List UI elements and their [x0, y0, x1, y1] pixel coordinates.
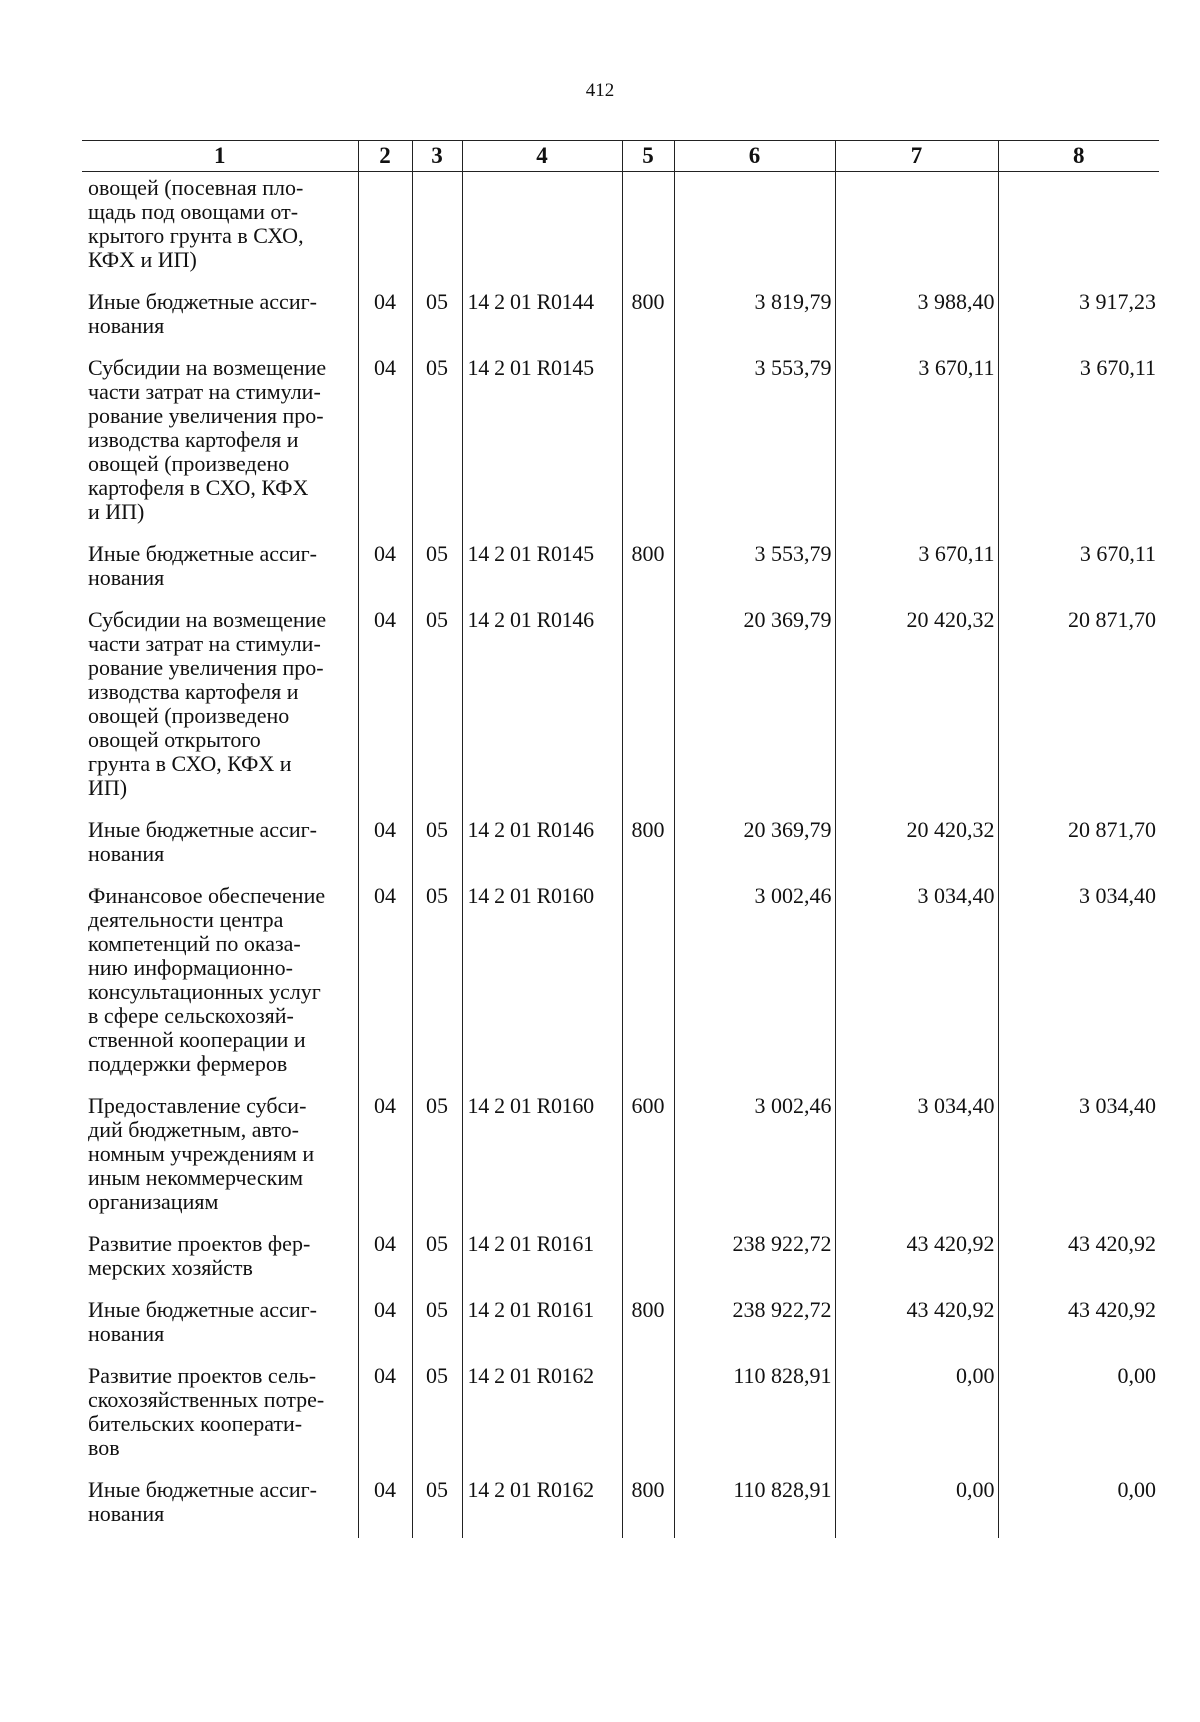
expense-type-cell [622, 172, 674, 283]
amount-col6-cell: 20 369,79 [674, 810, 835, 876]
amount-col6-cell: 238 922,72 [674, 1290, 835, 1356]
amount-col6-cell: 3 553,79 [674, 348, 835, 534]
section-code-cell: 04 [358, 810, 412, 876]
amount-col6-cell [674, 172, 835, 283]
amount-col8-cell: 0,00 [998, 1470, 1159, 1538]
row-name-cell: Предоставление субси- дий бюджетным, авто- номным учреждениям и иным некоммерческим организациям [88, 1093, 315, 1214]
subsection-code-cell: 05 [412, 810, 462, 876]
table-row [82, 1290, 1159, 1356]
section-code-cell: 04 [358, 348, 412, 534]
column-header: 4 [462, 141, 622, 172]
row-name-cell: Иные бюджетные ассиг- нования [88, 1477, 317, 1526]
target-article-cell: 14 2 01 R0145 [462, 534, 622, 600]
expense-type-cell: 600 [622, 1086, 674, 1224]
target-article-cell: 14 2 01 R0162 [462, 1470, 622, 1538]
subsection-code-cell: 05 [412, 1470, 462, 1538]
amount-col6-cell: 3 002,46 [674, 876, 835, 1086]
amount-col8-cell: 20 871,70 [998, 600, 1159, 810]
target-article-cell: 14 2 01 R0146 [462, 600, 622, 810]
table-row [82, 1086, 1159, 1224]
expense-type-cell [622, 600, 674, 810]
table-row [82, 600, 1159, 810]
subsection-code-cell: 05 [412, 600, 462, 810]
amount-col7-cell: 20 420,32 [835, 600, 998, 810]
row-name-cell: Финансовое обеспечение деятельности центра компетенций по оказа- нию информационно- консультационных услуг в сфере сельскохозяй- ственной кооперации и поддержки фермеров [88, 883, 326, 1076]
amount-col8-cell: 43 420,92 [998, 1290, 1159, 1356]
subsection-code-cell: 05 [412, 534, 462, 600]
section-code-cell: 04 [358, 1470, 412, 1538]
expense-type-cell [622, 348, 674, 534]
section-code-cell [358, 172, 412, 283]
amount-col7-cell: 0,00 [835, 1470, 998, 1538]
target-article-cell: 14 2 01 R0161 [462, 1290, 622, 1356]
amount-col7-cell: 3 034,40 [835, 876, 998, 1086]
subsection-code-cell: 05 [412, 1356, 462, 1470]
amount-col7-cell: 3 034,40 [835, 1086, 998, 1224]
table-header-row [82, 141, 1159, 172]
table-row [82, 1224, 1159, 1290]
table-row [82, 876, 1159, 1086]
table-row [82, 348, 1159, 534]
subsection-code-cell: 05 [412, 282, 462, 348]
row-name-cell: Развитие проектов сель- скохозяйственных потре- бительских кооперати- вов [88, 1363, 325, 1460]
table-row [82, 172, 1159, 283]
expense-type-cell: 800 [622, 534, 674, 600]
target-article-cell: 14 2 01 R0160 [462, 1086, 622, 1224]
subsection-code-cell: 05 [412, 1290, 462, 1356]
subsection-code-cell: 05 [412, 1086, 462, 1224]
amount-col8-cell [998, 172, 1159, 283]
amount-col6-cell: 3 002,46 [674, 1086, 835, 1224]
amount-col6-cell: 3 553,79 [674, 534, 835, 600]
column-header: 1 [82, 141, 358, 172]
amount-col7-cell: 3 670,11 [835, 534, 998, 600]
subsection-code-cell: 05 [412, 1224, 462, 1290]
row-name-cell: Иные бюджетные ассиг- нования [88, 1297, 317, 1346]
table-row [82, 534, 1159, 600]
target-article-cell: 14 2 01 R0160 [462, 876, 622, 1086]
amount-col6-cell: 238 922,72 [674, 1224, 835, 1290]
section-code-cell: 04 [358, 876, 412, 1086]
expense-type-cell: 800 [622, 810, 674, 876]
target-article-cell: 14 2 01 R0161 [462, 1224, 622, 1290]
budget-table [82, 140, 1159, 1538]
amount-col6-cell: 20 369,79 [674, 600, 835, 810]
row-name-cell: Субсидии на возмещение части затрат на стимули- рование увеличения про- изводства картофеля и овощей (произведено овощей открытого грунта в СХО, КФХ и ИП) [88, 607, 327, 800]
row-name-cell: Развитие проектов фер- мерских хозяйств [88, 1231, 311, 1280]
target-article-cell: 14 2 01 R0146 [462, 810, 622, 876]
amount-col7-cell: 43 420,92 [835, 1224, 998, 1290]
section-code-cell: 04 [358, 282, 412, 348]
amount-col8-cell: 3 670,11 [998, 348, 1159, 534]
column-header: 6 [674, 141, 835, 172]
expense-type-cell [622, 1224, 674, 1290]
amount-col7-cell: 20 420,32 [835, 810, 998, 876]
row-name-cell: овощей (посевная пло- щадь под овощами от- крытого грунта в СХО, КФХ и ИП) [88, 175, 304, 272]
table-row [82, 1356, 1159, 1470]
column-header: 5 [622, 141, 674, 172]
expense-type-cell: 800 [622, 1290, 674, 1356]
target-article-cell: 14 2 01 R0144 [462, 282, 622, 348]
amount-col7-cell: 43 420,92 [835, 1290, 998, 1356]
amount-col8-cell: 3 917,23 [998, 282, 1159, 348]
section-code-cell: 04 [358, 600, 412, 810]
section-code-cell: 04 [358, 1290, 412, 1356]
expense-type-cell: 800 [622, 1470, 674, 1538]
amount-col8-cell: 3 670,11 [998, 534, 1159, 600]
subsection-code-cell: 05 [412, 876, 462, 1086]
amount-col8-cell: 3 034,40 [998, 876, 1159, 1086]
amount-col7-cell: 3 988,40 [835, 282, 998, 348]
table-row [82, 282, 1159, 348]
section-code-cell: 04 [358, 1086, 412, 1224]
row-name-cell: Субсидии на возмещение части затрат на стимули- рование увеличения про- изводства картофеля и овощей (произведено картофеля в СХО, КФХ и ИП) [88, 355, 327, 524]
amount-col7-cell: 0,00 [835, 1356, 998, 1470]
amount-col7-cell: 3 670,11 [835, 348, 998, 534]
section-code-cell: 04 [358, 534, 412, 600]
target-article-cell [462, 172, 622, 283]
target-article-cell: 14 2 01 R0145 [462, 348, 622, 534]
amount-col8-cell: 43 420,92 [998, 1224, 1159, 1290]
table-row [82, 810, 1159, 876]
expense-type-cell: 800 [622, 282, 674, 348]
section-code-cell: 04 [358, 1224, 412, 1290]
expense-type-cell [622, 1356, 674, 1470]
expense-type-cell [622, 876, 674, 1086]
amount-col6-cell: 3 819,79 [674, 282, 835, 348]
column-header: 8 [998, 141, 1159, 172]
table-row [82, 1470, 1159, 1538]
column-header: 7 [835, 141, 998, 172]
target-article-cell: 14 2 01 R0162 [462, 1356, 622, 1470]
column-header: 3 [412, 141, 462, 172]
subsection-code-cell [412, 172, 462, 283]
section-code-cell: 04 [358, 1356, 412, 1470]
table-body [82, 172, 1159, 1539]
page-number: 412 [585, 80, 615, 101]
amount-col8-cell: 3 034,40 [998, 1086, 1159, 1224]
column-header: 2 [358, 141, 412, 172]
amount-col6-cell: 110 828,91 [674, 1356, 835, 1470]
row-name-cell: Иные бюджетные ассиг- нования [88, 541, 317, 590]
amount-col6-cell: 110 828,91 [674, 1470, 835, 1538]
row-name-cell: Иные бюджетные ассиг- нования [88, 817, 317, 866]
amount-col7-cell [835, 172, 998, 283]
amount-col8-cell: 0,00 [998, 1356, 1159, 1470]
amount-col8-cell: 20 871,70 [998, 810, 1159, 876]
subsection-code-cell: 05 [412, 348, 462, 534]
row-name-cell: Иные бюджетные ассиг- нования [88, 289, 317, 338]
